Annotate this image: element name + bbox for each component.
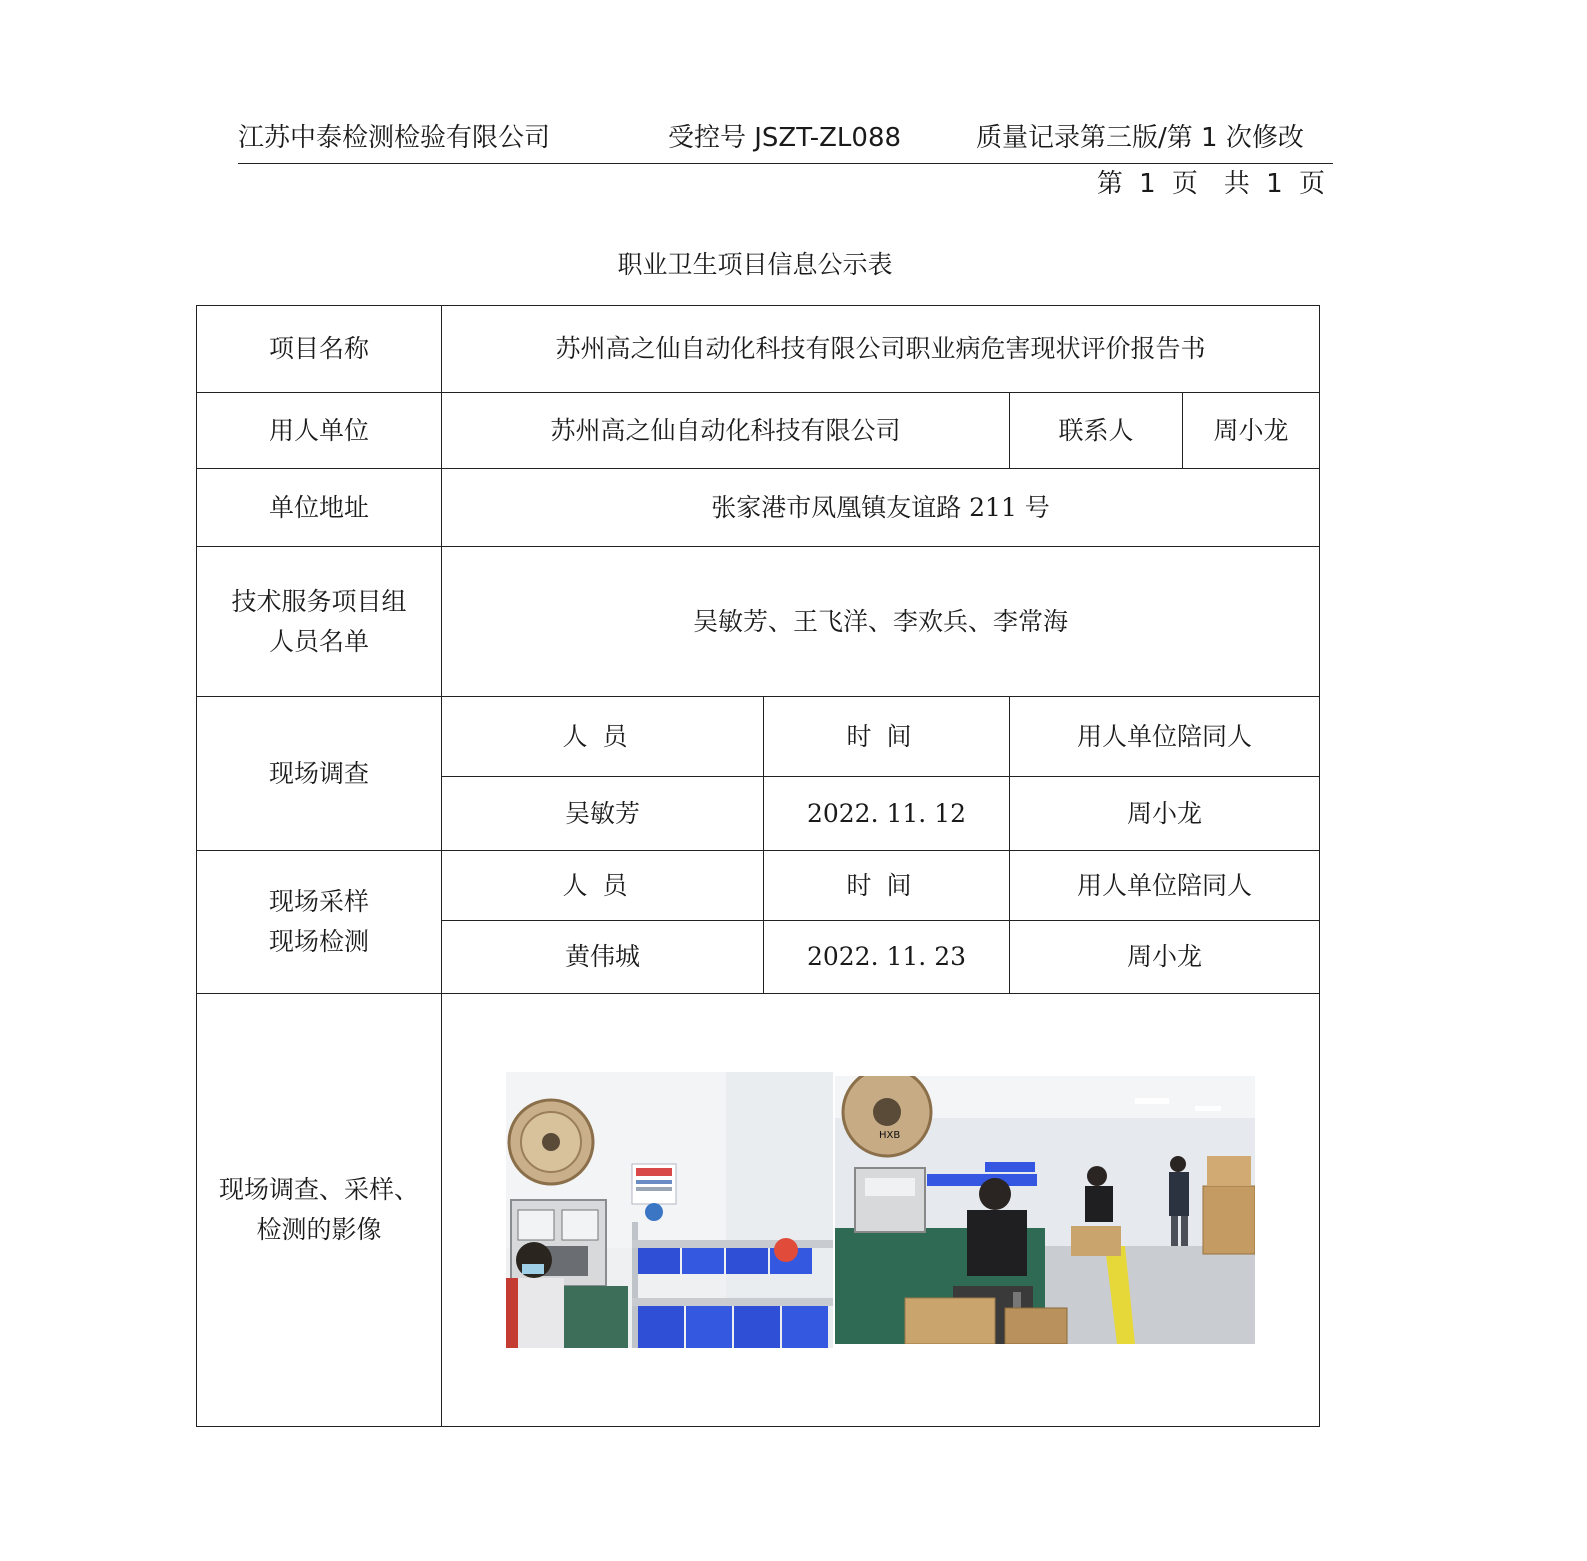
project-info-table	[196, 305, 1320, 1427]
sampling-time: 2022. 11. 23	[764, 921, 1010, 994]
contact-label: 联系人	[1010, 393, 1183, 469]
photo-strip	[442, 1072, 1319, 1348]
row-survey-header	[197, 697, 1320, 777]
sampling-col-escort: 用人单位陪同人	[1010, 851, 1320, 921]
row-team	[197, 547, 1320, 697]
row-project-name	[197, 306, 1320, 393]
survey-label: 现场调查	[197, 697, 442, 851]
row-sampling-header	[197, 851, 1320, 921]
project-name-label: 项目名称	[197, 306, 442, 393]
sampling-label-line1: 现场采样	[268, 887, 369, 916]
header-company: 江苏中泰检测检验有限公司	[238, 123, 551, 153]
row-address	[197, 469, 1320, 547]
survey-person: 吴敏芳	[442, 777, 764, 851]
sampling-person: 黄伟城	[442, 921, 764, 994]
address-value: 张家港市凤凰镇友谊路 211 号	[442, 469, 1320, 547]
team-label	[197, 547, 442, 697]
employer-label: 用人单位	[197, 393, 442, 469]
team-label-line1: 技术服务项目组	[231, 586, 407, 616]
survey-time: 2022. 11. 12	[764, 777, 1010, 851]
sampling-col-person: 人员	[442, 851, 764, 921]
site-photo-2-image	[835, 1076, 1255, 1344]
site-photo-1-image	[506, 1072, 833, 1348]
reel-label: HXB	[879, 1130, 901, 1141]
row-images	[197, 994, 1320, 1427]
images-label	[197, 994, 442, 1427]
images-label-line2: 检测的影像	[256, 1215, 382, 1244]
survey-col-time: 时间	[764, 697, 1010, 777]
employer-value: 苏州高之仙自动化科技有限公司	[442, 393, 1010, 469]
survey-escort: 周小龙	[1010, 777, 1320, 851]
sampling-label-line2: 现场检测	[268, 927, 369, 956]
survey-col-escort: 用人单位陪同人	[1010, 697, 1320, 777]
header-control-number: 受控号 JSZT-ZL088	[668, 123, 902, 153]
survey-col-person: 人员	[442, 697, 764, 777]
sampling-escort: 周小龙	[1010, 921, 1320, 994]
header-record-version: 质量记录第三版/第 1 次修改	[976, 123, 1304, 153]
team-label-line2: 人员名单	[268, 626, 369, 656]
address-label: 单位地址	[197, 469, 442, 547]
document-title: 职业卫生项目信息公示表	[617, 250, 893, 279]
images-label-line1: 现场调查、采样、	[218, 1175, 419, 1204]
contact-value: 周小龙	[1183, 393, 1320, 469]
images-cell	[442, 994, 1320, 1427]
row-employer	[197, 393, 1320, 469]
page-info: 第 1 页 共 1 页	[1096, 169, 1325, 199]
site-photo-workshop	[835, 1076, 1255, 1344]
site-photo-crimping-station	[506, 1072, 833, 1348]
project-name-value: 苏州高之仙自动化科技有限公司职业病危害现状评价报告书	[442, 306, 1320, 393]
sampling-label	[197, 851, 442, 994]
sampling-col-time: 时间	[764, 851, 1010, 921]
team-members-value: 吴敏芳、王飞洋、李欢兵、李常海	[442, 547, 1320, 697]
